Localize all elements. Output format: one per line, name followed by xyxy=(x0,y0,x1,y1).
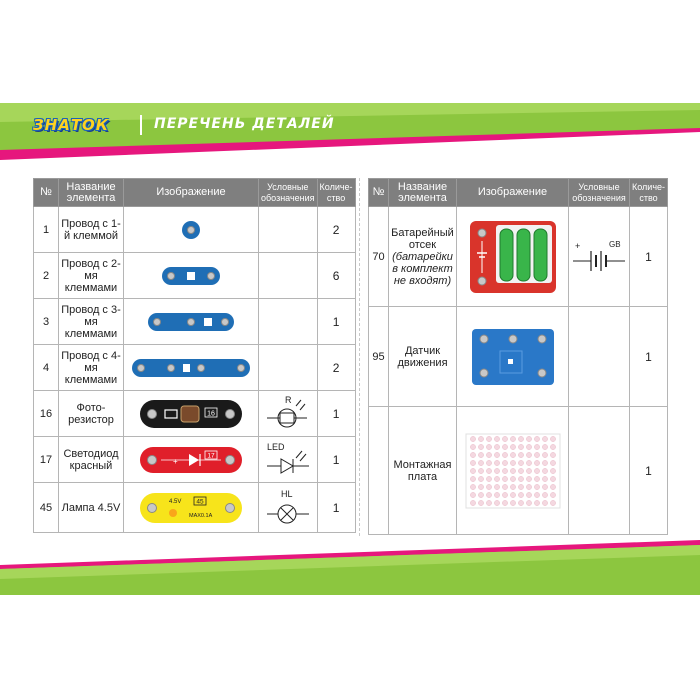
board-hole xyxy=(550,484,555,489)
board-hole xyxy=(470,452,475,457)
board-hole xyxy=(518,500,523,505)
row-num: 95 xyxy=(369,307,389,407)
row-num: 3 xyxy=(34,299,59,345)
row-qty: 1 xyxy=(630,307,668,407)
row-qty: 1 xyxy=(317,391,355,437)
row-name: Провод с 3-мя клеммами xyxy=(59,299,124,345)
board-hole xyxy=(534,468,539,473)
col-image: Изображение xyxy=(124,179,259,207)
row-symbol xyxy=(569,307,630,407)
row-image xyxy=(124,483,259,533)
row-name: Фото-резистор xyxy=(59,391,124,437)
row-name-text: Монтажная плата xyxy=(393,458,452,483)
board-hole xyxy=(518,444,523,449)
board-hole xyxy=(494,452,499,457)
motion-sensor-icon xyxy=(470,327,556,387)
row-name: Светодиод красный xyxy=(59,437,124,483)
board-hole xyxy=(502,476,507,481)
board-hole xyxy=(510,460,515,465)
battery-symbol-icon xyxy=(571,237,627,277)
table-row xyxy=(369,307,668,407)
board-hole xyxy=(542,436,547,441)
board-hole xyxy=(526,476,531,481)
title-separator xyxy=(140,115,142,135)
board-hole xyxy=(486,452,491,457)
table-row xyxy=(34,253,356,299)
board-hole xyxy=(550,500,555,505)
board-hole xyxy=(478,484,483,489)
table-row xyxy=(369,407,668,535)
photoresistor-symbol-icon xyxy=(263,394,313,434)
row-name: Лампа 4.5V xyxy=(59,483,124,533)
board-hole xyxy=(486,444,491,449)
board-hole xyxy=(526,500,531,505)
board-hole xyxy=(470,500,475,505)
board-hole xyxy=(502,468,507,473)
board-hole xyxy=(478,500,483,505)
row-name xyxy=(389,207,457,307)
board-hole xyxy=(550,492,555,497)
board-hole xyxy=(510,476,515,481)
lamp-voltage-label: 4.5V xyxy=(169,498,182,505)
col-image: Изображение xyxy=(457,179,569,207)
row-symbol xyxy=(259,437,318,483)
board-hole xyxy=(486,476,491,481)
board-hole xyxy=(534,452,539,457)
board-hole xyxy=(542,476,547,481)
row-symbol xyxy=(259,391,318,437)
row-name-text: Батарейный отсек xyxy=(391,226,454,251)
board-hole xyxy=(494,444,499,449)
page-title: ПЕРЕЧЕНЬ ДЕТАЛЕЙ xyxy=(154,116,335,132)
board-hole xyxy=(534,436,539,441)
board-hole xyxy=(478,444,483,449)
board-hole xyxy=(494,460,499,465)
wire-3-terminal-icon xyxy=(147,311,235,333)
board-hole xyxy=(502,484,507,489)
board-hole xyxy=(526,484,531,489)
board-hole xyxy=(470,476,475,481)
row-image xyxy=(124,437,259,483)
board-hole xyxy=(550,444,555,449)
row-num: 70 xyxy=(369,207,389,307)
symbol-label: GB xyxy=(609,239,621,249)
parts-table-right xyxy=(368,178,668,535)
table-row xyxy=(34,207,356,253)
board-hole xyxy=(470,436,475,441)
footer-banner xyxy=(0,535,700,595)
column-divider xyxy=(359,178,360,536)
board-hole xyxy=(470,468,475,473)
board-hole xyxy=(550,460,555,465)
board-hole xyxy=(542,452,547,457)
board-hole xyxy=(510,492,515,497)
symbol-label: R xyxy=(284,394,292,405)
board-hole xyxy=(470,444,475,449)
board-hole xyxy=(550,436,555,441)
row-qty: 1 xyxy=(630,207,668,307)
table-row xyxy=(369,207,668,307)
board-hole xyxy=(534,460,539,465)
battery-pack-icon xyxy=(468,219,558,295)
board-hole xyxy=(542,468,547,473)
wire-1-terminal-icon xyxy=(179,218,203,242)
row-image xyxy=(124,253,259,299)
row-symbol xyxy=(569,207,630,307)
row-symbol xyxy=(259,299,318,345)
row-qty: 6 xyxy=(317,253,355,299)
board-hole xyxy=(502,452,507,457)
row-note: (батарейки в комплект не входят) xyxy=(392,250,453,287)
symbol-label: HL xyxy=(280,488,293,499)
board-hole xyxy=(526,492,531,497)
board-hole xyxy=(542,460,547,465)
board-hole xyxy=(510,468,515,473)
part-number-label: 17 xyxy=(207,452,215,459)
lamp-current-label: MAX0.1A xyxy=(189,512,213,519)
svg-text:+: + xyxy=(173,456,178,466)
row-image xyxy=(124,299,259,345)
col-num: № xyxy=(369,179,389,207)
col-symbol: Условные обозначения xyxy=(569,179,630,207)
board-hole xyxy=(486,484,491,489)
board-hole xyxy=(534,476,539,481)
table-row xyxy=(34,345,356,391)
board-hole xyxy=(518,436,523,441)
row-name-text: Датчик движения xyxy=(397,344,448,369)
board-hole xyxy=(534,444,539,449)
board-hole xyxy=(486,468,491,473)
row-qty: 1 xyxy=(317,299,355,345)
board-hole xyxy=(534,492,539,497)
part-number-label: 45 xyxy=(196,498,204,505)
row-num: 16 xyxy=(34,391,59,437)
row-name: Провод с 1-й клеммой xyxy=(59,207,124,253)
board-hole xyxy=(494,468,499,473)
col-num: № xyxy=(34,179,59,207)
row-num: 1 xyxy=(34,207,59,253)
board-hole xyxy=(502,500,507,505)
svg-text:+: + xyxy=(575,240,581,251)
row-symbol xyxy=(259,483,318,533)
board-hole xyxy=(542,500,547,505)
board-hole xyxy=(470,484,475,489)
board-hole xyxy=(494,500,499,505)
brand-logo: ЗНАТОК xyxy=(33,116,110,134)
board-hole xyxy=(494,476,499,481)
row-num: 17 xyxy=(34,437,59,483)
board-hole xyxy=(478,436,483,441)
board-hole xyxy=(486,500,491,505)
board-hole xyxy=(526,452,531,457)
board-hole xyxy=(542,484,547,489)
row-qty: 1 xyxy=(317,483,355,533)
row-image xyxy=(457,407,569,535)
board-hole xyxy=(510,444,515,449)
board-hole xyxy=(502,444,507,449)
col-name: Название элемента xyxy=(59,179,124,207)
row-image xyxy=(124,345,259,391)
board-hole xyxy=(510,484,515,489)
table-header-row xyxy=(369,179,668,207)
col-symbol: Условные обозначения xyxy=(259,179,318,207)
table-row xyxy=(34,483,356,533)
row-symbol xyxy=(569,407,630,535)
row-name xyxy=(389,307,457,407)
row-num: 45 xyxy=(34,483,59,533)
table-row xyxy=(34,299,356,345)
board-hole xyxy=(486,492,491,497)
col-name: Название элемента xyxy=(389,179,457,207)
board-hole xyxy=(478,468,483,473)
board-hole xyxy=(526,444,531,449)
header-banner xyxy=(0,0,700,170)
board-hole xyxy=(510,436,515,441)
row-image xyxy=(124,207,259,253)
row-name: Провод с 2-мя клеммами xyxy=(59,253,124,299)
board-hole xyxy=(502,436,507,441)
wire-4-terminal-icon xyxy=(131,357,251,379)
row-qty: 2 xyxy=(317,207,355,253)
board-hole xyxy=(494,492,499,497)
board-hole xyxy=(550,476,555,481)
row-num: 2 xyxy=(34,253,59,299)
board-hole xyxy=(510,452,515,457)
board-hole xyxy=(470,492,475,497)
board-hole xyxy=(518,468,523,473)
parts-table-left xyxy=(33,178,356,533)
board-hole xyxy=(486,460,491,465)
table-row xyxy=(34,391,356,437)
row-num: 4 xyxy=(34,345,59,391)
board-hole xyxy=(542,492,547,497)
row-symbol xyxy=(259,345,318,391)
board-hole xyxy=(526,436,531,441)
row-qty: 1 xyxy=(317,437,355,483)
col-qty: Количе-ство xyxy=(317,179,355,207)
row-name xyxy=(389,407,457,535)
board-hole xyxy=(526,468,531,473)
board-hole xyxy=(542,444,547,449)
lamp-module-icon xyxy=(139,491,243,525)
row-qty: 1 xyxy=(630,407,668,535)
row-image xyxy=(457,207,569,307)
row-num xyxy=(369,407,389,535)
row-image xyxy=(124,391,259,437)
board-hole xyxy=(478,476,483,481)
board-hole xyxy=(494,484,499,489)
board-hole xyxy=(518,452,523,457)
board-hole xyxy=(470,460,475,465)
board-hole xyxy=(518,492,523,497)
table-row xyxy=(34,437,356,483)
mounting-board-icon xyxy=(465,433,561,509)
part-number-label: 16 xyxy=(207,410,215,417)
board-hole xyxy=(518,476,523,481)
board-hole xyxy=(510,500,515,505)
row-symbol xyxy=(259,207,318,253)
led-symbol-icon xyxy=(263,440,313,480)
wire-2-terminal-icon xyxy=(161,265,221,287)
col-qty: Количе-ство xyxy=(630,179,668,207)
symbol-label: LED xyxy=(266,441,285,452)
led-module-icon xyxy=(139,445,243,475)
board-hole xyxy=(550,468,555,473)
row-name: Провод с 4-мя клеммами xyxy=(59,345,124,391)
row-image xyxy=(457,307,569,407)
photoresistor-module-icon xyxy=(139,398,243,430)
board-hole xyxy=(526,460,531,465)
board-hole xyxy=(478,460,483,465)
lamp-symbol-icon xyxy=(263,488,313,528)
board-hole xyxy=(550,452,555,457)
row-qty: 2 xyxy=(317,345,355,391)
table-header-row xyxy=(34,179,356,207)
board-hole xyxy=(478,492,483,497)
row-symbol xyxy=(259,253,318,299)
board-hole xyxy=(486,436,491,441)
board-hole xyxy=(534,484,539,489)
board-hole xyxy=(478,452,483,457)
board-hole xyxy=(502,492,507,497)
board-hole xyxy=(518,484,523,489)
board-hole xyxy=(518,460,523,465)
board-hole xyxy=(494,436,499,441)
board-hole xyxy=(534,500,539,505)
board-hole xyxy=(502,460,507,465)
